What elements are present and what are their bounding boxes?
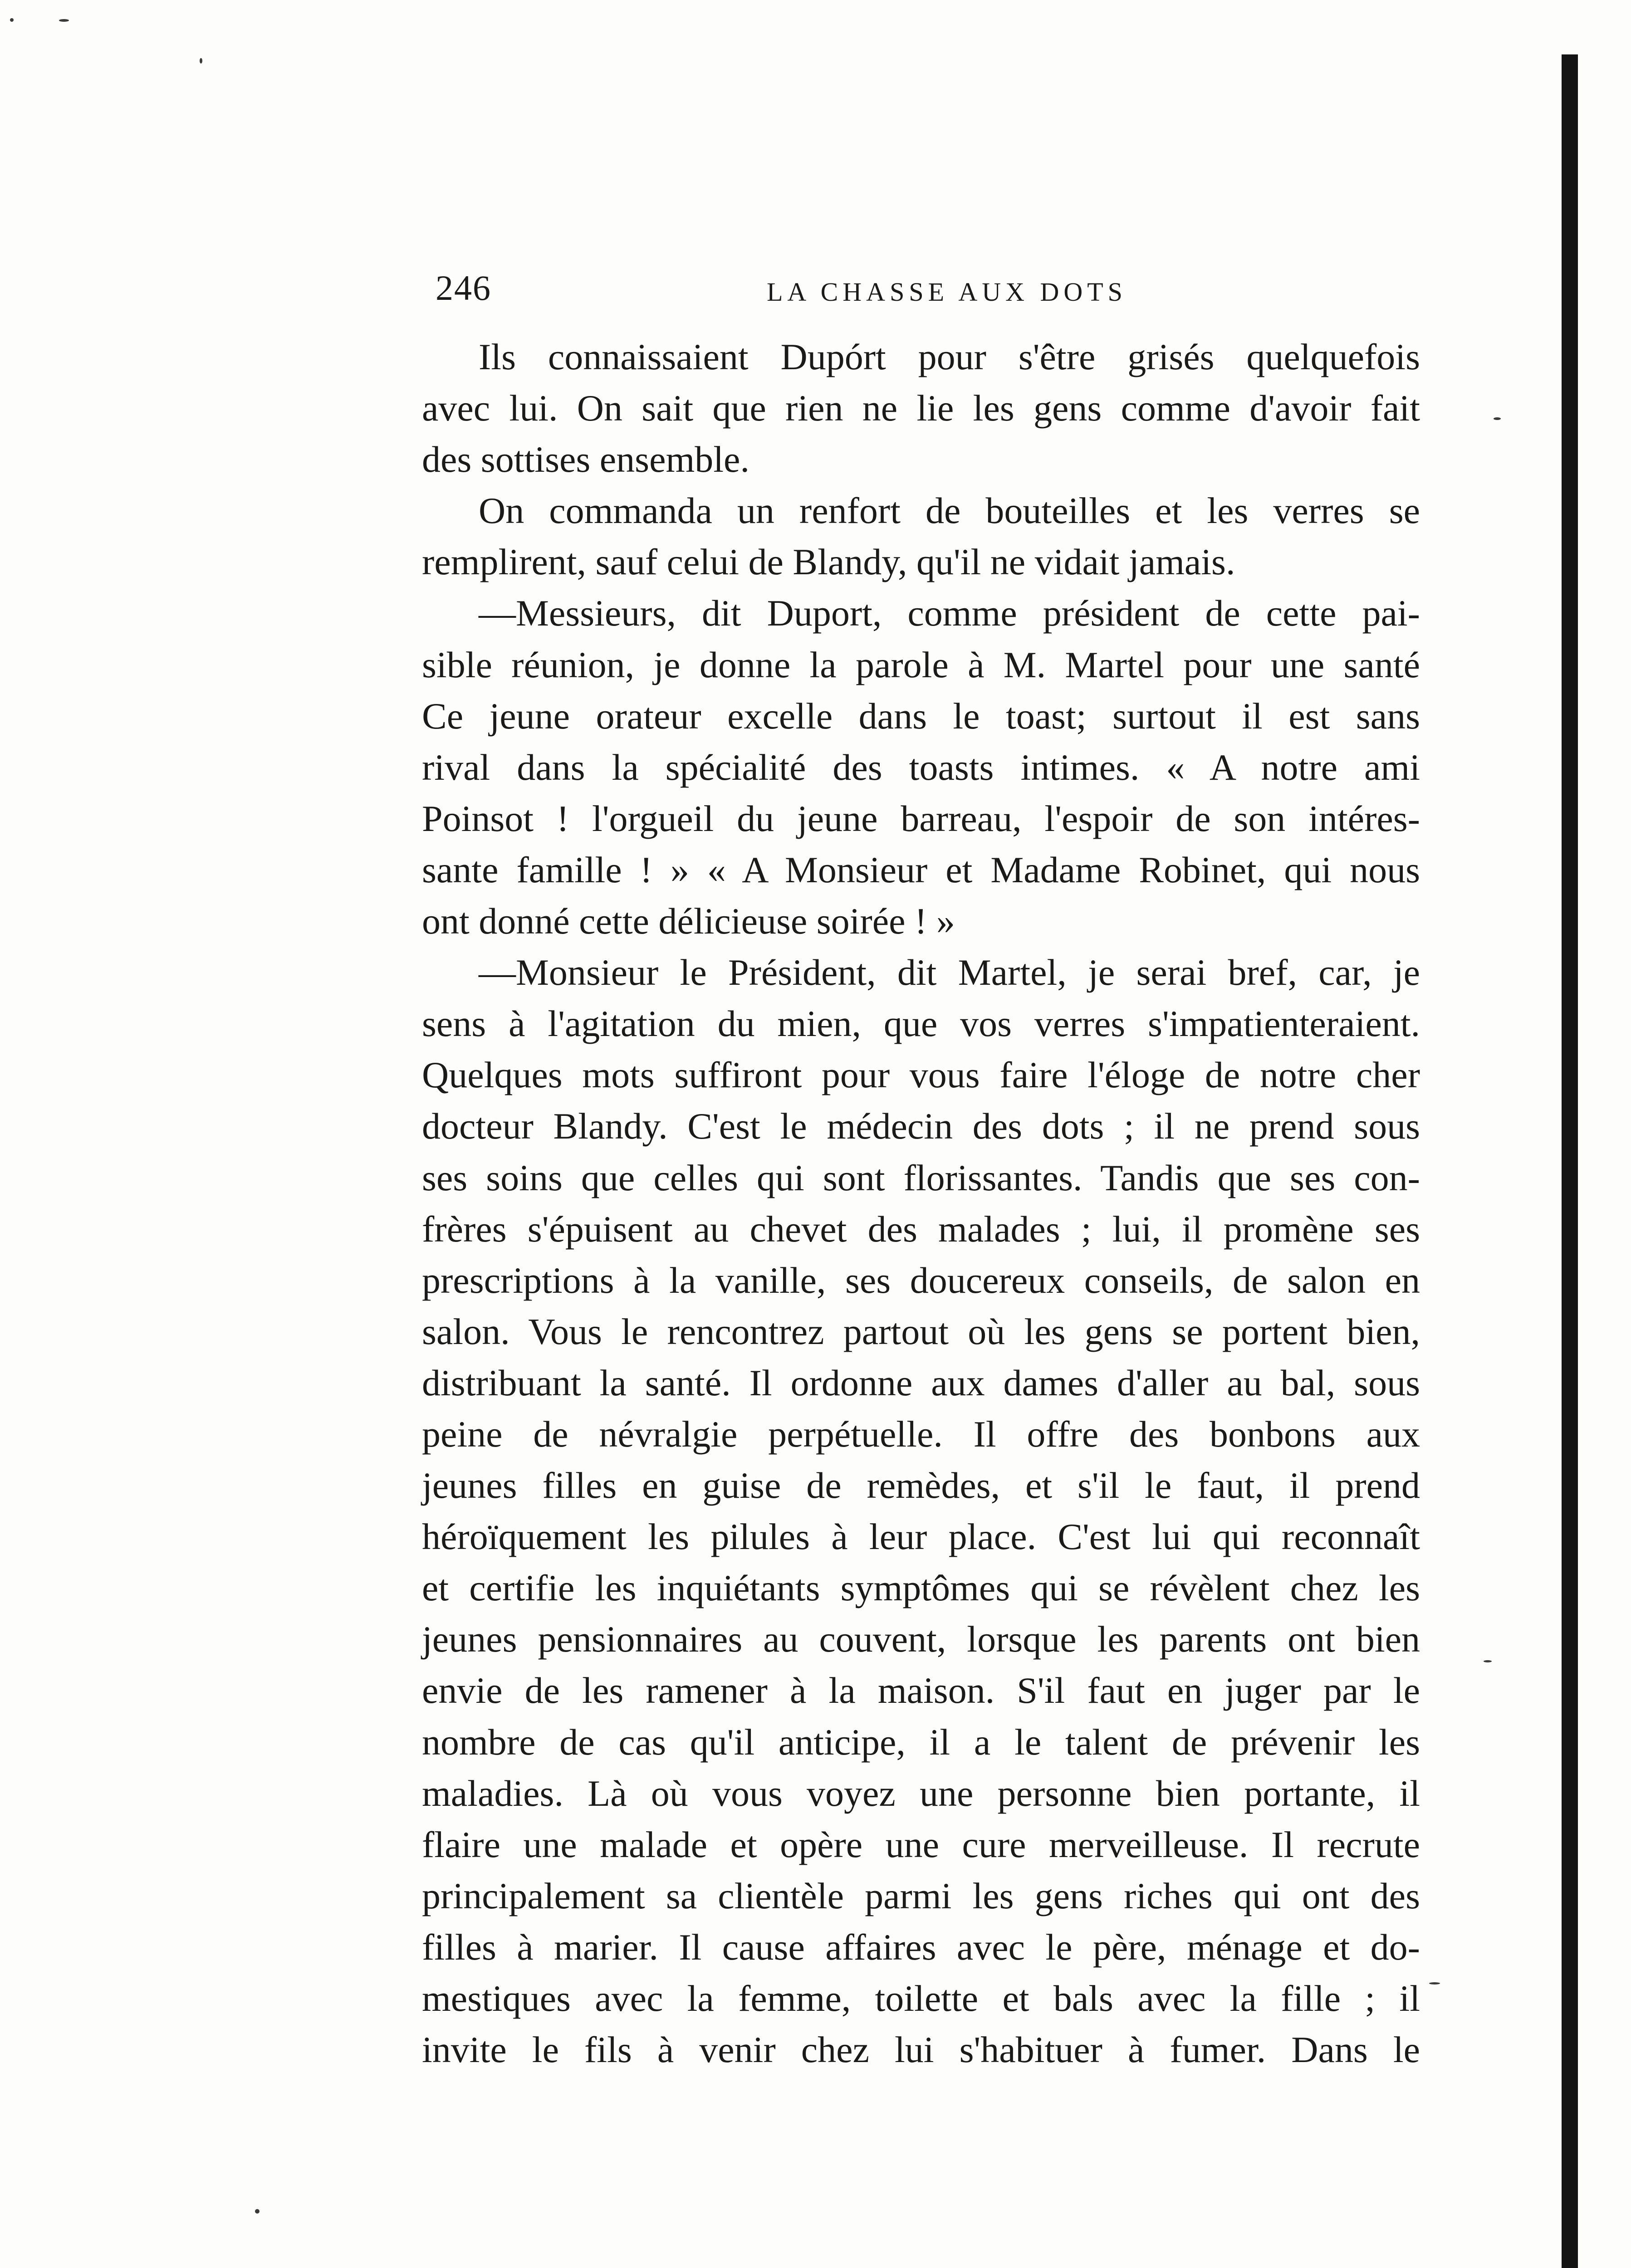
text-line: principalement sa clientèle parmi les gens riches qui ont des xyxy=(422,1875,1420,1916)
page-number: 246 xyxy=(436,268,491,308)
text-line: Ils connaissaient Dupórt pour s'être grisés quelquefois xyxy=(479,336,1420,377)
text-line: rival dans la spécialité des toasts intimes. « A notre ami xyxy=(422,746,1420,788)
text-line: nombre de cas qu'il anticipe, il a le talent de prévenir les xyxy=(422,1721,1420,1763)
text-line: —Messieurs, dit Duport, comme président de cette pai- xyxy=(479,592,1420,634)
text-line: héroïquement les pilules à leur place. C'est lui qui reconnaît xyxy=(422,1516,1420,1558)
text-line: Quelques mots suffiront pour vous faire l'éloge de notre cher xyxy=(422,1054,1420,1096)
text-line: docteur Blandy. C'est le médecin des dots ; il ne prend sous xyxy=(422,1105,1420,1147)
text-line: flaire une malade et opère une cure merveilleuse. Il recrute xyxy=(422,1823,1420,1865)
scan-speck xyxy=(1484,1660,1492,1662)
text-line: salon. Vous le rencontrez partout où les gens se portent bien, xyxy=(422,1310,1420,1352)
text-line: filles à marier. Il cause affaires avec le père, ménage et do- xyxy=(422,1926,1420,1968)
binding-edge-bar xyxy=(1562,54,1578,2268)
text-line: ses soins que celles qui sont florissantes. Tandis que ses con- xyxy=(422,1157,1420,1198)
text-line: sible réunion, je donne la parole à M. Martel pour une santé xyxy=(422,644,1420,685)
scan-speck xyxy=(59,19,69,22)
text-line: Poinsot ! l'orgueil du jeune barreau, l'espoir de son intéres- xyxy=(422,797,1420,839)
text-line: distribuant la santé. Il ordonne aux dames d'aller au bal, sous xyxy=(422,1362,1420,1403)
page-header xyxy=(436,268,1425,318)
text-line: sens à l'agitation du mien, que vos verres s'impatienteraient. xyxy=(422,1003,1420,1045)
running-title: LA CHASSE AUX DOTS xyxy=(767,277,1127,307)
text-line: prescriptions à la vanille, ses doucereux conseils, de salon en xyxy=(422,1259,1420,1301)
text-line: —Monsieur le Président, dit Martel, je serai bref, car, je xyxy=(479,952,1420,993)
text-line: frères s'épuisent au chevet des malades ; lui, il promène ses xyxy=(422,1208,1420,1250)
text-line: mestiques avec la femme, toilette et bals avec la fille ; il xyxy=(422,1978,1420,2019)
text-line: Ce jeune orateur excelle dans le toast; surtout il est sans xyxy=(422,695,1420,737)
text-line: jeunes pensionnaires au couvent, lorsque les parents ont bien xyxy=(422,1618,1420,1660)
text-line: sante famille ! » « A Monsieur et Madame Robinet, qui nous xyxy=(422,849,1420,890)
text-line: maladies. Là où vous voyez une personne bien portante, il xyxy=(422,1772,1420,1814)
scan-speck xyxy=(255,2209,260,2214)
scan-speck xyxy=(1429,1982,1440,1984)
text-line: envie de les ramener à la maison. S'il faut en juger par le xyxy=(422,1670,1420,1711)
text-line: jeunes filles en guise de remèdes, et s'il le faut, il prend xyxy=(422,1465,1420,1506)
text-line: peine de névralgie perpétuelle. Il offre des bonbons aux xyxy=(422,1413,1420,1455)
text-line: et certifie les inquiétants symptômes qui se révèlent chez les xyxy=(422,1567,1420,1609)
text-line: On commanda un renfort de bouteilles et les verres se xyxy=(479,490,1420,532)
scan-speck xyxy=(200,58,202,64)
scan-speck xyxy=(1494,417,1501,420)
text-line: remplirent, sauf celui de Blandy, qu'il ne vidait jamais. xyxy=(422,541,1235,583)
scan-speck xyxy=(10,18,14,22)
text-line: avec lui. On sait que rien ne lie les gens comme d'avoir fait xyxy=(422,387,1420,429)
text-line: des sottises ensemble. xyxy=(422,439,749,480)
text-line: ont donné cette délicieuse soirée ! » xyxy=(422,900,955,942)
body-text xyxy=(422,331,1420,2075)
text-line: invite le fils à venir chez lui s'habituer à fumer. Dans le xyxy=(422,2029,1420,2071)
